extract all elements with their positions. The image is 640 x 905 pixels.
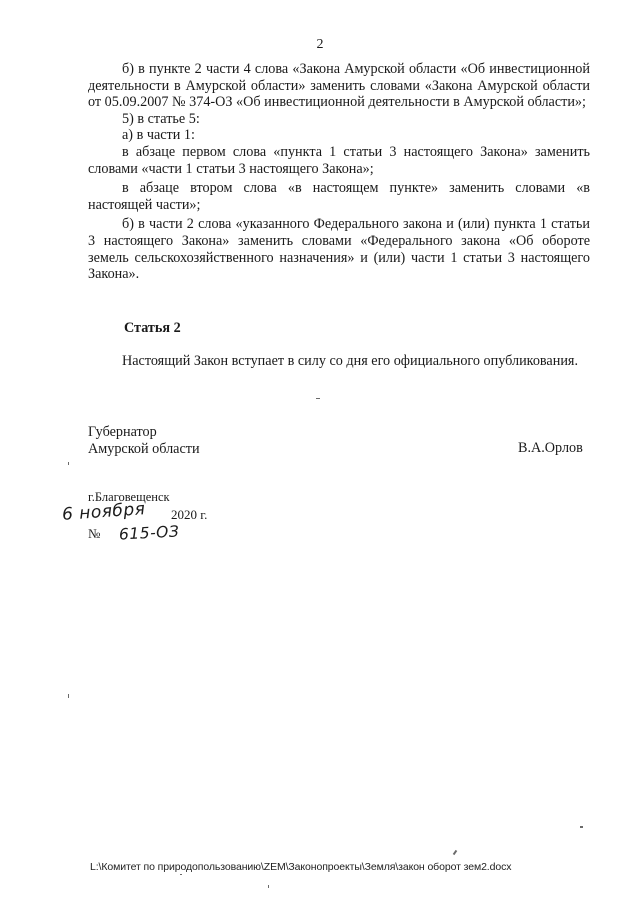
page-number: 2 [316,37,324,52]
scan-speck [580,826,583,828]
article-heading: Статья 2 [124,320,181,336]
scan-speck [68,462,69,465]
scan-speck [180,874,182,875]
handwritten-date: 6 ноября [61,499,147,525]
amendment-paragraph: б) в пункте 2 части 4 слова «Закона Амурской области «Об инвестиционной деятельности в Амурской области» заменить словами «Закона Амурской области от 05.09.2007 № 374-ОЗ «Об инвестиционной деятельности в Амурской области»; [88,61,590,111]
scan-speck [268,885,269,888]
scan-speck [453,850,458,855]
amendment-paragraph: а) в части 1: [122,127,195,144]
handwritten-law-number: 615-ОЗ [118,522,180,544]
signatory-name: В.А.Орлов [518,440,583,456]
footer-file-path: L:\Комитет по природопользованию\ZEM\Законопроекты\Земля\закон оборот зем2.docx [90,861,512,873]
amendment-paragraph: в абзаце первом слова «пункта 1 статьи 3 настоящего Закона» заменить словами «части 1 статьи 3 настоящего Закона»; [88,143,590,177]
amendment-paragraph: 5) в статье 5: [122,110,200,127]
signatory-title-line2: Амурской области [88,441,200,457]
amendment-paragraph: б) в части 2 слова «указанного Федерального закона и (или) пункта 1 статьи 3 настоящего Закона» заменить словами «Федерального закона «Об обороте земель сельскохозяйственного назначения» и (или) части 1 статьи 3 настоящего Закона». [88,216,590,283]
law-number-line [88,523,288,547]
amendment-paragraph: в абзаце втором слова «в настоящем пункте» заменить словами «в настоящей части»; [88,180,590,213]
date-year: 2020 г. [171,507,208,522]
article-text [88,353,590,370]
signatory-title-line1: Губернатор [88,424,157,440]
scan-speck [68,694,69,698]
amendments-block [88,61,590,283]
place-of-signing: г.Благовещенск [88,490,170,504]
effect-paragraph: Настоящий Закон вступает в силу со дня его официального опубликования. [122,353,578,369]
scan-speck [316,398,320,399]
number-sign: № [88,526,101,541]
